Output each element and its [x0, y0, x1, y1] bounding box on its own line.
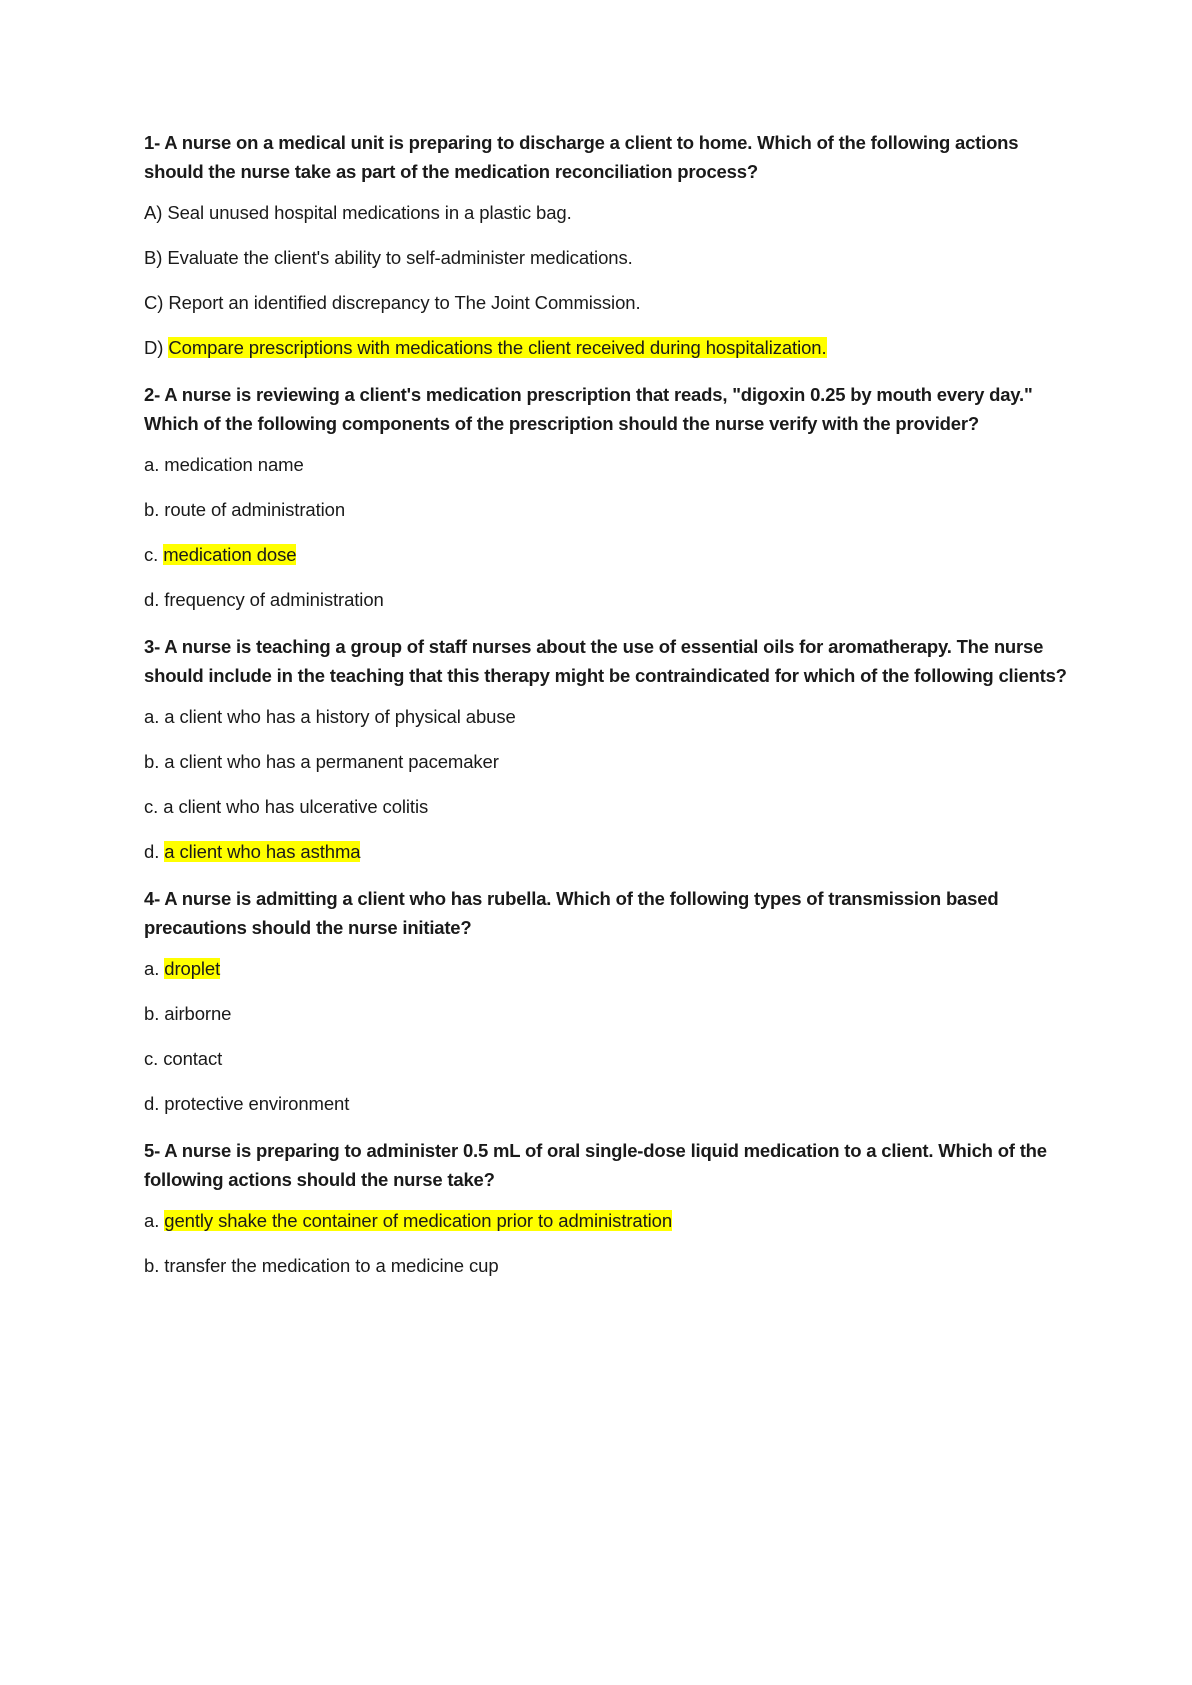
option-text: Report an identified discrepancy to The Joint Commission. [168, 292, 641, 313]
option-text: protective environment [164, 1093, 350, 1114]
option-text: a client who has a permanent pacemaker [164, 751, 499, 772]
answer-option [144, 290, 1074, 316]
option-text: Compare prescriptions with medications the client received during hospitalization. [168, 337, 827, 358]
option-prefix: b. [144, 751, 165, 772]
answer-option [144, 1253, 1074, 1279]
option-prefix: b. [144, 1255, 165, 1276]
answer-option [144, 749, 1074, 775]
answer-option [144, 245, 1074, 271]
option-prefix: d. [144, 841, 165, 862]
option-prefix: d. [144, 1093, 165, 1114]
answer-option [144, 956, 1074, 982]
answer-option [144, 587, 1074, 613]
option-text: Seal unused hospital medications in a plastic bag. [167, 202, 572, 223]
option-text: route of administration [164, 499, 346, 520]
answer-option [144, 794, 1074, 820]
question-text: 3- A nurse is teaching a group of staff nurses about the use of essential oils for aromatherapy. The nurse should include in the teaching that this therapy might be contraindicated for which of the following clients? [144, 636, 1067, 686]
answer-option [144, 1001, 1074, 1027]
option-prefix: A) [144, 202, 168, 223]
answer-option [144, 704, 1074, 730]
question-text: 1- A nurse on a medical unit is preparing to discharge a client to home. Which of the following actions should the nurse take as part of the medication reconciliation process? [144, 132, 1019, 182]
answer-option [144, 1091, 1074, 1117]
option-prefix: c. [144, 544, 164, 565]
option-prefix: a. [144, 454, 165, 475]
option-prefix: B) [144, 247, 168, 268]
question-1 [144, 128, 1074, 361]
option-prefix: D) [144, 337, 169, 358]
option-prefix: a. [144, 958, 165, 979]
option-prefix: C) [144, 292, 169, 313]
question-2 [144, 380, 1074, 613]
option-prefix: b. [144, 1003, 165, 1024]
question-text: 5- A nurse is preparing to administer 0.5 mL of oral single-dose liquid medication to a client. Which of the following actions should the nurse take? [144, 1140, 1047, 1190]
option-text: transfer the medication to a medicine cup [164, 1255, 499, 1276]
option-text: Evaluate the client's ability to self-administer medications. [167, 247, 633, 268]
question-text: 4- A nurse is admitting a client who has rubella. Which of the following types of transmission based precautions should the nurse initiate? [144, 888, 999, 938]
answer-option [144, 839, 1074, 865]
option-text: droplet [164, 958, 221, 979]
answer-option [144, 1208, 1074, 1234]
question-3 [144, 632, 1074, 865]
option-prefix: a. [144, 1210, 165, 1231]
option-text: medication name [164, 454, 304, 475]
option-text: a client who has asthma [164, 841, 361, 862]
option-text: gently shake the container of medication prior to administration [164, 1210, 673, 1231]
question-4 [144, 884, 1074, 1117]
answer-option [144, 452, 1074, 478]
answer-option [144, 335, 1074, 361]
question-5 [144, 1136, 1074, 1279]
option-prefix: c. [144, 1048, 164, 1069]
option-prefix: d. [144, 589, 165, 610]
option-prefix: a. [144, 706, 165, 727]
option-prefix: b. [144, 499, 165, 520]
question-text: 2- A nurse is reviewing a client's medication prescription that reads, "digoxin 0.25 by mouth every day." Which of the following components of the prescription should the nurse verify with the provider? [144, 384, 1033, 434]
option-text: medication dose [163, 544, 297, 565]
answer-option [144, 1046, 1074, 1072]
answer-option [144, 542, 1074, 568]
option-text: frequency of administration [164, 589, 384, 610]
option-text: a client who has ulcerative colitis [163, 796, 429, 817]
answer-option [144, 200, 1074, 226]
option-text: airborne [164, 1003, 232, 1024]
option-text: contact [163, 1048, 223, 1069]
document-page [144, 128, 1074, 1298]
option-text: a client who has a history of physical abuse [164, 706, 516, 727]
option-prefix: c. [144, 796, 164, 817]
answer-option [144, 497, 1074, 523]
